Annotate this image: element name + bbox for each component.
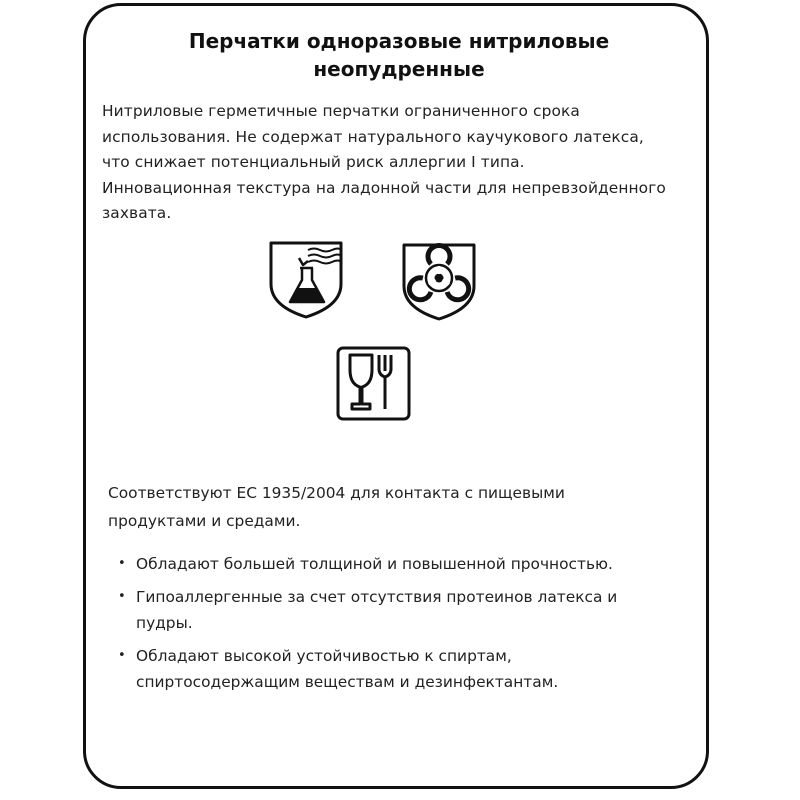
compliance-line: Соответствуют EC 1935/2004 для контакта с пищевыми (108, 484, 565, 502)
title-line: неопудренные (313, 57, 485, 81)
list-item-text: • Обладают большей толщиной и повышенной прочностью. (136, 555, 613, 573)
list-item-text: спиртосодержащим веществам и дезинфектантам. (136, 673, 559, 691)
description-line: Нитриловые герметичные перчатки ограниченного срока (102, 102, 580, 120)
compliance-note (108, 479, 565, 535)
description-line: использования. Не содержат натурального каучукового латекса, (102, 127, 644, 146)
description-line: захвата. (102, 204, 172, 223)
list-item-text: • Гипоаллергенные за счет отсутствия протеинов латекса и (136, 588, 618, 606)
product-description (102, 99, 666, 227)
chemical-protection-icon (268, 240, 344, 320)
description-line: Инновационная текстура на ладонной части для непревзойденного (102, 178, 666, 197)
list-item (118, 551, 617, 577)
title-line: Перчатки одноразовые нитриловые (188, 29, 610, 53)
list-item-text: • Обладают высокой устойчивостью к спиртам, (136, 647, 512, 665)
list-item-text: пудры. (136, 614, 193, 632)
feature-list (118, 551, 617, 702)
list-item (118, 643, 617, 695)
food-contact-icon (336, 346, 411, 421)
description-line: что снижает потенциальный риск аллергии I типа. (102, 153, 525, 172)
compliance-line: продуктами и средами. (108, 512, 301, 530)
biohazard-icon (401, 242, 477, 322)
list-item (118, 584, 617, 636)
page-title (83, 27, 715, 83)
